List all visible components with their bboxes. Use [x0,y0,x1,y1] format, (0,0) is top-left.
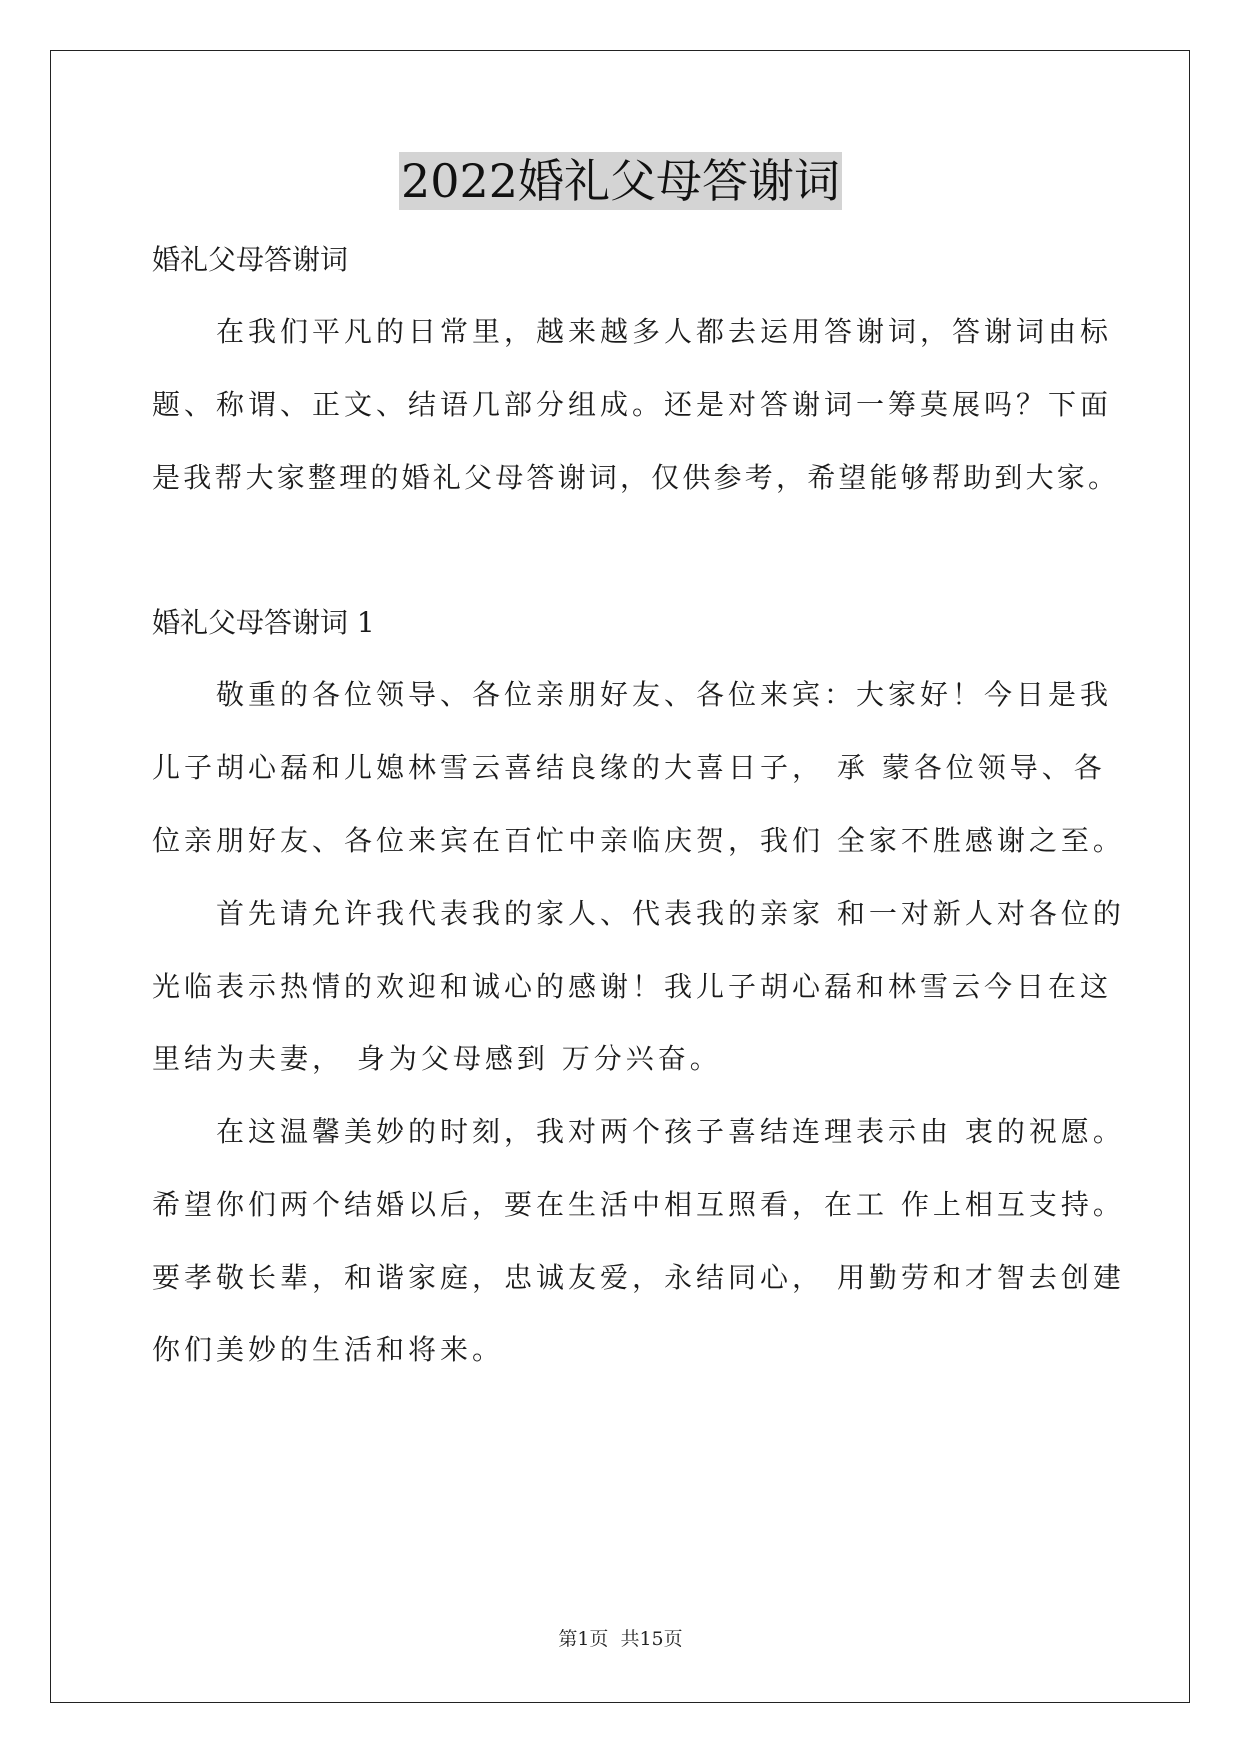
title-wrapper [0,152,1241,210]
body-line: 位亲朋好友、各位来宾在百忙中亲临庆贺，我们 全家不胜感谢之至。 [152,824,1125,857]
document-subtitle: 婚礼父母答谢词 [152,243,349,276]
section-heading: 婚礼父母答谢词 1 [152,606,375,639]
body-line: 儿子胡心磊和儿媳林雪云喜结良缘的大喜日子， 承 蒙各位领导、各 [152,751,1106,784]
body-line: 里结为夫妻， 身为父母感到 万分兴奋。 [152,1042,722,1075]
intro-line: 题、称谓、正文、结语几部分组成。还是对答谢词一筹莫展吗？下面 [152,388,1113,421]
body-line: 首先请允许我代表我的家人、代表我的亲家 和一对新人对各位的 [216,897,1125,930]
document-title: 2022婚礼父母答谢词 [400,154,841,208]
page-total: 共15页 [620,1628,683,1650]
body-line: 你们美妙的生活和将来。 [152,1333,505,1366]
page-number: 第1页 [558,1628,609,1650]
intro-line: 是我帮大家整理的婚礼父母答谢词，仅供参考，希望能够帮助到大家。 [152,461,1120,494]
body-line: 敬重的各位领导、各位亲朋好友、各位来宾：大家好！今日是我 [216,678,1113,711]
page-border [50,50,1190,1703]
page-footer [0,1624,1241,1651]
body-line: 在这温馨美妙的时刻，我对两个孩子喜结连理表示由 衷的祝愿。 [216,1115,1125,1148]
intro-line: 在我们平凡的日常里，越来越多人都去运用答谢词，答谢词由标 [216,315,1113,348]
body-line: 光临表示热情的欢迎和诚心的感谢！我儿子胡心磊和林雪云今日在这 [152,970,1113,1003]
body-line: 要孝敬长辈，和谐家庭，忠诚友爱，永结同心， 用勤劳和才智去创建 [152,1261,1125,1294]
body-line: 希望你们两个结婚以后，要在生活中相互照看，在工 作上相互支持。 [152,1188,1125,1221]
